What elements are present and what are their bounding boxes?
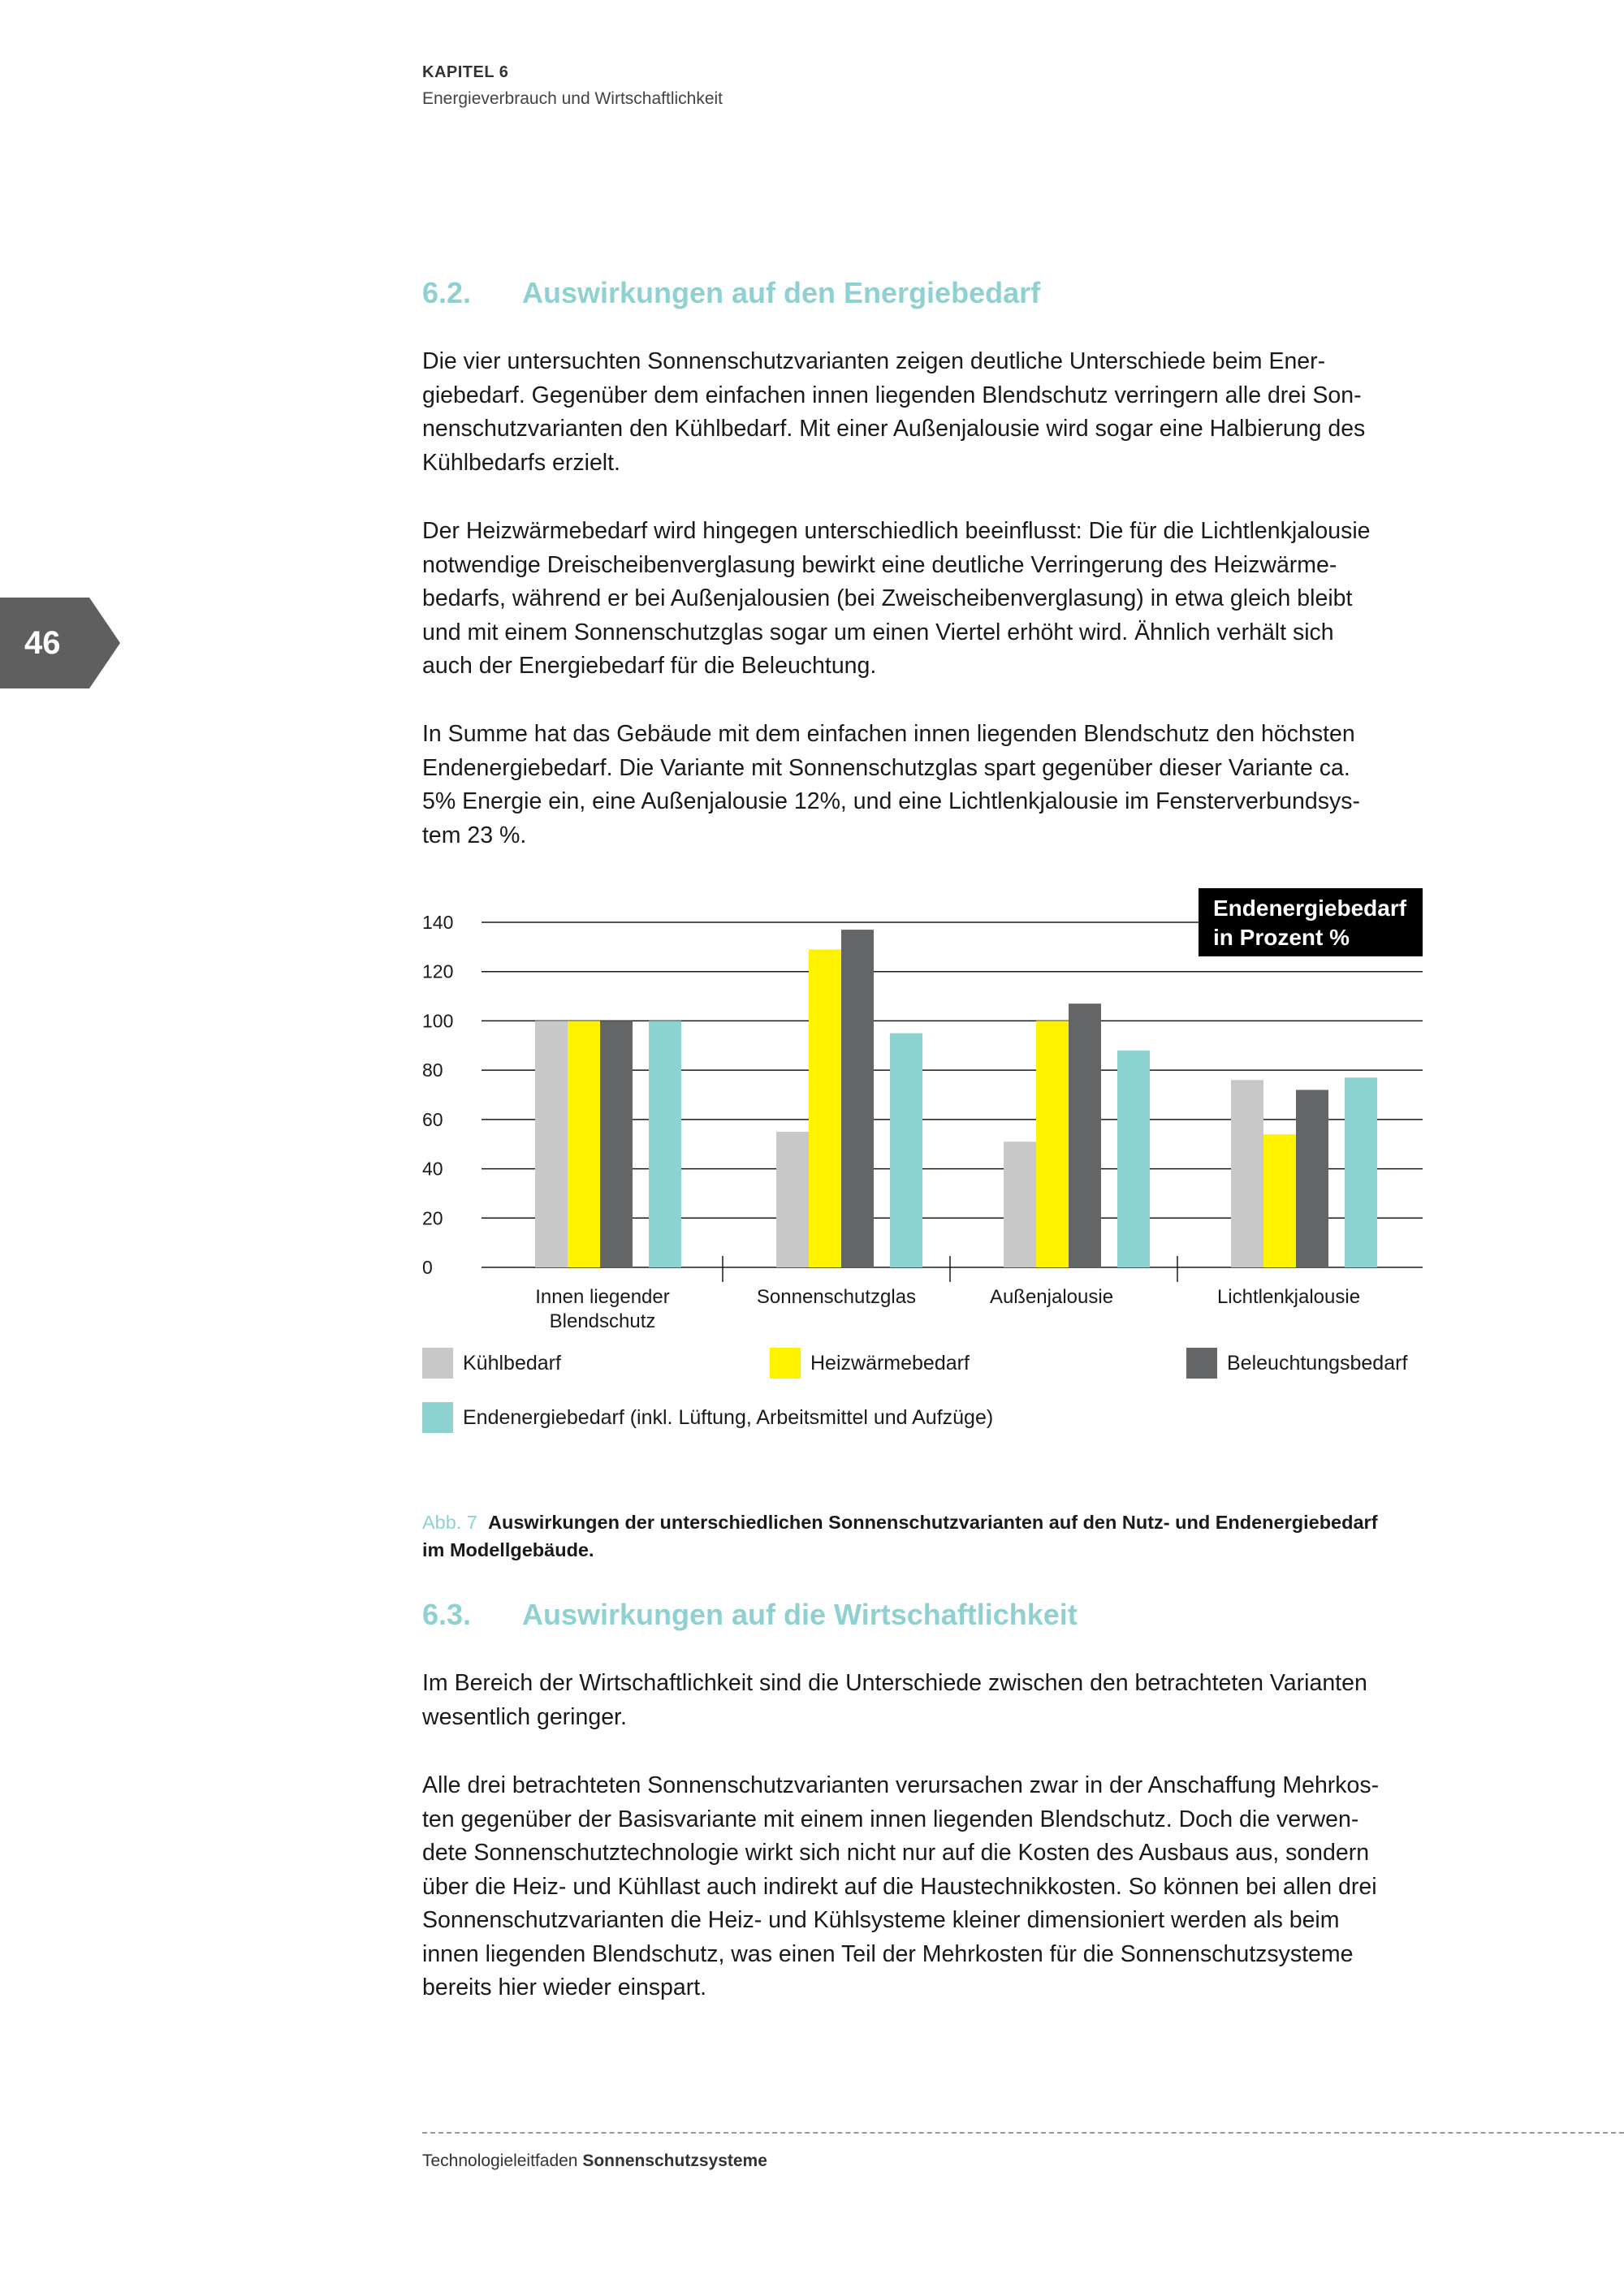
legend-swatch bbox=[422, 1348, 453, 1379]
caption-text: Auswirkungen der unterschiedlichen Sonnenschutzvarianten auf den Nutz- und Endenergiebedarf bbox=[488, 1512, 1378, 1533]
x-category-label: Blendschutz bbox=[549, 1310, 656, 1332]
caption-line: im Modellgebäude. bbox=[422, 1539, 594, 1560]
text-line: Alle drei betrachteten Sonnenschutzvarianten verursachen zwar in der Anschaffung Mehrkos- bbox=[422, 1772, 1380, 1798]
bar-endenergiebedarf bbox=[649, 1021, 681, 1267]
figure-label: Abb. 7 bbox=[422, 1512, 477, 1533]
text-line: innen liegenden Blendschutz, was einen Teil der Mehrkosten für die Sonnenschutzsysteme bbox=[422, 1940, 1354, 1967]
chapter-title: Energieverbrauch und Wirtschaftlichkeit bbox=[422, 89, 723, 108]
x-category-label: Außenjalousie bbox=[989, 1286, 1114, 1308]
legend-label: Heizwärmebedarf bbox=[810, 1352, 970, 1375]
legend-swatch bbox=[1186, 1348, 1217, 1379]
bar-beleuchtungsbedarf bbox=[600, 1021, 633, 1267]
y-tick-label: 60 bbox=[422, 1108, 443, 1130]
text-line: bereits hier wieder einspart. bbox=[422, 1974, 707, 2000]
bar-endenergiebedarf bbox=[1345, 1077, 1377, 1267]
section-number: 6.2. bbox=[422, 276, 472, 309]
section-heading-6-2 bbox=[422, 276, 1423, 312]
chart-title-line2: in Prozent % bbox=[1213, 925, 1350, 950]
y-tick-label: 20 bbox=[422, 1207, 443, 1229]
legend-label: Kühlbedarf bbox=[463, 1352, 561, 1375]
text-line: wesentlich geringer. bbox=[422, 1703, 627, 1730]
text-line: nenschutzvarianten den Kühlbedarf. Mit einer Außenjalousie wird sogar eine Halbierung des bbox=[422, 416, 1366, 442]
section-number: 6.3. bbox=[422, 1598, 472, 1631]
text-line: über die Heiz- und Kühllast auch indirekt auf die Haustechnikkosten. So können bei allen drei bbox=[422, 1873, 1377, 1900]
paragraph-5 bbox=[422, 1769, 1423, 2005]
paragraph-2 bbox=[422, 515, 1423, 684]
chart-title-line1: Endenergiebedarf bbox=[1213, 896, 1407, 921]
bar-heizwärmebedarf bbox=[1036, 1021, 1069, 1267]
bar-beleuchtungsbedarf bbox=[841, 930, 874, 1267]
bar-heizwärmebedarf bbox=[809, 949, 841, 1267]
paragraph-1 bbox=[422, 345, 1423, 480]
y-tick-label: 0 bbox=[422, 1257, 433, 1278]
footer-publication: Technologieleitfaden bbox=[422, 2151, 583, 2170]
caption-line bbox=[422, 1508, 1423, 1536]
y-tick-label: 100 bbox=[422, 1010, 454, 1032]
bar-beleuchtungsbedarf bbox=[1069, 1003, 1101, 1267]
y-tick-label: 140 bbox=[422, 912, 454, 933]
section-title: Auswirkungen auf die Wirtschaftlichkeit bbox=[522, 1598, 1078, 1631]
figure-caption bbox=[422, 1508, 1423, 1564]
y-tick-label: 40 bbox=[422, 1158, 443, 1180]
x-category-label: Lichtlenkjalousie bbox=[1216, 1286, 1361, 1308]
text-line: ten gegenüber der Basisvariante mit einem innen liegenden Blendschutz. Doch die verwen- bbox=[422, 1806, 1359, 1832]
footer-divider bbox=[422, 2132, 1624, 2134]
footer-publication-title: Sonnenschutzsysteme bbox=[582, 2151, 767, 2170]
section-title: Auswirkungen auf den Energiebedarf bbox=[522, 276, 1041, 309]
chart-title-box bbox=[1199, 888, 1423, 956]
text-line: und mit einem Sonnenschutzglas sogar um einen Viertel erhöht wird. Ähnlich verhält sich bbox=[422, 619, 1334, 645]
footer bbox=[422, 2151, 767, 2171]
text-line: bedarfs, während er bei Außenjalousien (bei Zweischeibenverglasung) in etwa gleich bleibt bbox=[422, 585, 1353, 611]
paragraph-3 bbox=[422, 718, 1423, 852]
x-category-label: Sonnenschutzglas bbox=[756, 1286, 917, 1308]
bar-endenergiebedarf bbox=[890, 1034, 922, 1267]
text-line: Die vier untersuchten Sonnenschutzvarianten zeigen deutliche Unterschiede beim Ener- bbox=[422, 348, 1326, 374]
page-number: 46 bbox=[24, 625, 61, 661]
paragraph-4 bbox=[422, 1667, 1423, 1734]
text-line: dete Sonnenschutztechnologie wirkt sich nicht nur auf die Kosten des Ausbaus aus, sondern bbox=[422, 1840, 1370, 1866]
bar-heizwärmebedarf bbox=[1263, 1134, 1296, 1267]
bar-endenergiebedarf bbox=[1117, 1051, 1150, 1267]
y-tick-label: 80 bbox=[422, 1060, 443, 1081]
legend-swatch bbox=[770, 1348, 801, 1379]
text-line: giebedarf. Gegenüber dem einfachen innen liegenden Blendschutz verringern alle drei Son- bbox=[422, 382, 1362, 408]
text-line: Kühlbedarfs erzielt. bbox=[422, 449, 620, 476]
bar-kühlbedarf bbox=[1004, 1142, 1036, 1267]
section-heading-6-3 bbox=[422, 1598, 1423, 1634]
legend-label: Beleuchtungsbedarf bbox=[1227, 1352, 1408, 1375]
text-line: In Summe hat das Gebäude mit dem einfachen innen liegenden Blendschutz den höchsten bbox=[422, 721, 1355, 747]
x-category-label: Innen liegender bbox=[535, 1286, 670, 1308]
text-line: tem 23 %. bbox=[422, 822, 527, 848]
y-tick-label: 120 bbox=[422, 960, 454, 982]
bar-beleuchtungsbedarf bbox=[1296, 1090, 1328, 1267]
text-line: Endenergiebedarf. Die Variante mit Sonnenschutzglas spart gegenüber dieser Variante ca. bbox=[422, 754, 1350, 781]
bar-heizwärmebedarf bbox=[568, 1021, 600, 1267]
legend-swatch bbox=[422, 1402, 453, 1433]
bar-kühlbedarf bbox=[776, 1132, 809, 1267]
text-line: auch der Energiebedarf für die Beleuchtung. bbox=[422, 653, 877, 679]
legend-label: Endenergiebedarf (inkl. Lüftung, Arbeitsmittel und Aufzüge) bbox=[463, 1406, 994, 1429]
bar-kühlbedarf bbox=[535, 1021, 568, 1267]
chapter-label: KAPITEL 6 bbox=[422, 63, 509, 81]
page-number-tab bbox=[0, 598, 120, 688]
text-line: 5% Energie ein, eine Außenjalousie 12%, und eine Lichtlenkjalousie im Fensterverbundsys- bbox=[422, 788, 1360, 814]
text-line: Sonnenschutzvarianten die Heiz- und Kühlsysteme kleiner dimensioniert werden als beim bbox=[422, 1907, 1340, 1933]
text-line: Der Heizwärmebedarf wird hingegen unterschiedlich beeinflusst: Die für die Lichtlenkjalousie bbox=[422, 518, 1371, 544]
text-line: notwendige Dreischeibenverglasung bewirkt eine deutliche Verringerung des Heizwärme- bbox=[422, 551, 1337, 578]
text-line: Im Bereich der Wirtschaftlichkeit sind die Unterschiede zwischen den betrachteten Varianten bbox=[422, 1670, 1367, 1696]
bar-kühlbedarf bbox=[1231, 1080, 1263, 1267]
